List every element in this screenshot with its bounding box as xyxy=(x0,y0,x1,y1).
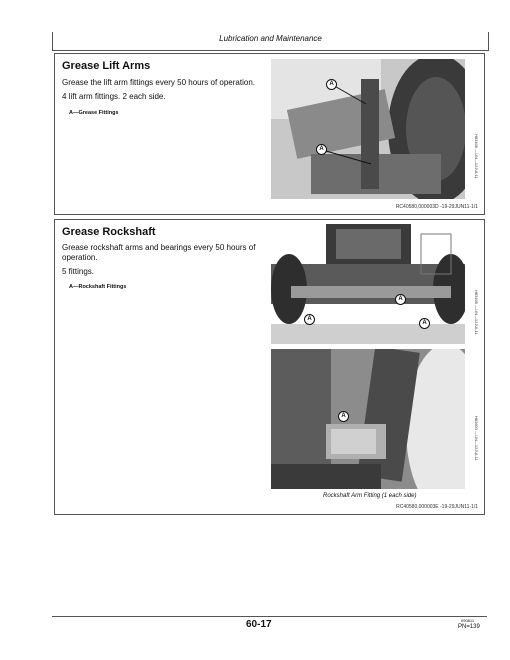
callout-a: A xyxy=(338,411,349,422)
callout-a: A xyxy=(395,294,406,305)
header-title: Lubrication and Maintenance xyxy=(219,34,322,43)
photo-code: H83405 —UN—12JUL11 xyxy=(474,290,479,335)
footer-divider xyxy=(52,616,487,617)
callout-a: A xyxy=(316,144,327,155)
callout-a: A xyxy=(419,318,430,329)
page-identifier: PN=139 xyxy=(458,624,480,630)
photo-code: H83603 —UN—12JUL11 xyxy=(474,416,479,461)
rockshaft-arm-photo-graphic xyxy=(271,349,465,489)
callout-a: A xyxy=(326,79,337,90)
section-title: Grease Rockshaft xyxy=(62,226,156,238)
reference-code: RC40580,000003D -19-29JUN11-1/1 xyxy=(395,204,478,210)
page-number: 60-17 xyxy=(246,619,272,630)
rockshaft-photo xyxy=(271,224,465,344)
fitting-count-text: 5 fittings. xyxy=(62,267,95,276)
footer-date: 090811 xyxy=(461,618,475,623)
instruction-text: Grease the lift arm fittings every 50 hours of operation. xyxy=(62,78,255,87)
section-grease-lift-arms xyxy=(54,53,485,215)
legend-text: A—Grease Fittings xyxy=(69,110,119,116)
section-title: Grease Lift Arms xyxy=(62,60,151,72)
callout-a: A xyxy=(304,314,315,325)
page-header xyxy=(52,32,489,51)
photo-code: H83406 —UN—12JUL11 xyxy=(474,134,479,179)
lift-arm-photo xyxy=(271,59,465,199)
fitting-count-text: 4 lift arm fittings. 2 each side. xyxy=(62,92,166,101)
photo-caption: Rockshaft Arm Fitting (1 each side) xyxy=(323,493,417,499)
reference-code: RC40580,000003E -19-29JUN11-1/1 xyxy=(396,504,478,510)
legend-text: A—Rockshaft Fittings xyxy=(69,284,127,290)
instruction-text-cont: operation. xyxy=(62,253,98,262)
instruction-text: Grease rockshaft arms and bearings every 50 hours of xyxy=(62,243,256,252)
rockshaft-arm-photo xyxy=(271,349,465,489)
lift-arm-photo-graphic xyxy=(271,59,465,199)
rockshaft-photo-graphic xyxy=(271,224,465,344)
section-grease-rockshaft xyxy=(54,219,485,515)
